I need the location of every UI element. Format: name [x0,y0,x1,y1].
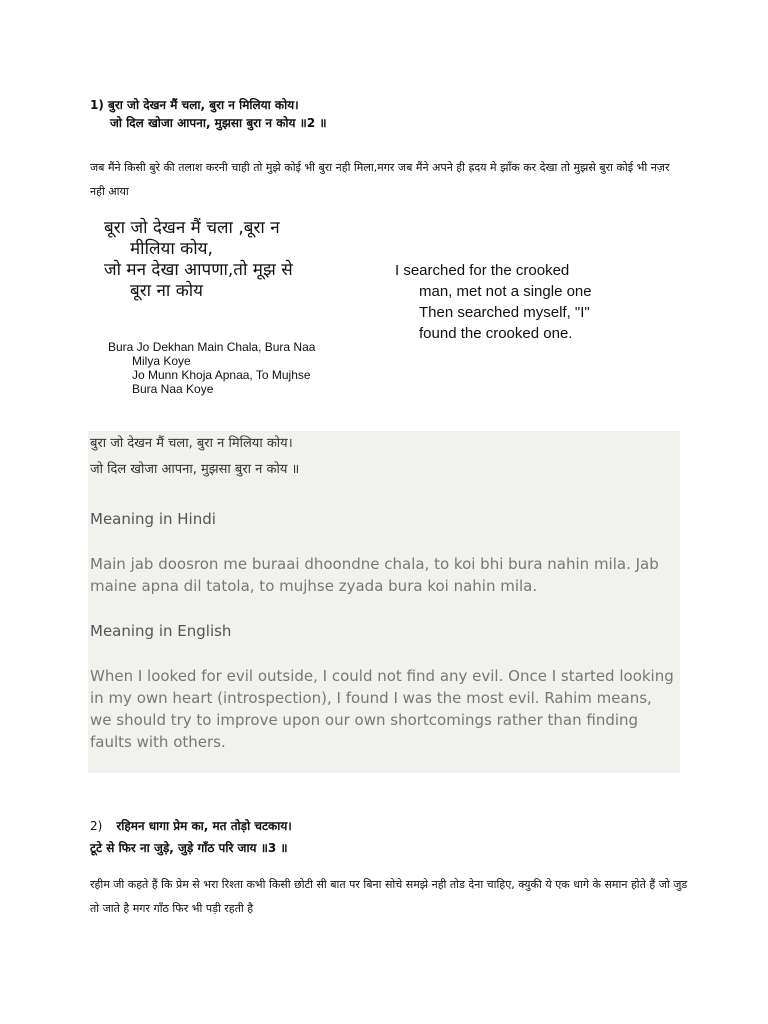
meaning-english-text: When I looked for evil outside, I could not find any evil. Once I started looking in my own heart (introspection), I found I was the most evil. Rahim means, we should try to improve upon our own shortcomings rather than finding faults with others. [90,667,674,751]
image-hindi-line-1: बूरा जो देखन मैं चला ,बूरा न [104,218,280,238]
meaning-hindi-text: Main jab doosron me buraai dhoondne chala, to koi bhi bura nahin mila. Jab maine apna dil tatola, to mujhse zyada bura koi nahin mila. [90,555,659,595]
box-doha-line-1: बुरा जो देखन मैं चला, बुरा न मिलिया कोय। [90,436,293,451]
image-roman-line-3: Jo Munn Khoja Apnaa, To Mujhse [132,368,311,382]
image-hindi-verse [104,218,380,302]
verse-2-number: 2) [90,819,103,833]
verse-1-line-2: जो दिल खोजा आपना, मुझसा बुरा न कोय ॥2 ॥ [110,116,327,130]
verse-1 [90,96,327,132]
image-roman-verse [108,340,378,396]
image-roman-line-2: Milya Koye [132,354,191,368]
meaning-english-heading: Meaning in English [90,622,232,640]
image-roman-line-4: Bura Naa Koye [132,382,214,396]
image-english-line-3: Then searched myself, "I" [419,304,590,321]
meaning-box [88,431,680,773]
verse-2-line-2: टूटे से फिर ना जुड़े, जुड़े गाँठ परि जाय ॥3 ॥ [90,841,288,855]
verse-2-explanation: रहीम जी कहते हैं कि प्रेम से भरा रिश्ता कभी किसी छोटी सी बात पर बिना सोचे समझे नही तोड देना चाहिए, क्युकी ये एक धागे के समान होते हैं जो जुड तो जाते है मगर गाँठ फिर भी पड़ी रहती है [90,878,688,915]
image-hindi-line-4: बूरा ना कोय [130,281,204,301]
verse-1-line-1: 1) बुरा जो देखन मैं चला, बुरा न मिलिया कोय। [90,98,299,112]
box-doha-line-2: जो दिल खोजा आपना, मुझसा बुरा न कोय ॥ [90,462,300,477]
image-hindi-line-2: मीलिया कोय, [130,239,213,259]
image-english-line-1: I searched for the crooked [395,262,570,279]
image-roman-line-1: Bura Jo Dekhan Main Chala, Bura Naa [108,340,316,354]
verse-2-line-1: रहिमन धागा प्रेम का, मत तोड़ो चटकाय। [116,819,292,833]
verse-2 [90,815,292,859]
image-hindi-line-3: जो मन देखा आपणा,तो मूझ से [104,260,293,280]
image-english-verse [395,260,655,344]
image-english-line-2: man, met not a single one [419,283,592,300]
image-english-line-4: found the crooked one. [419,325,573,342]
verse-1-explanation: जब मैंने किसी बुरे की तलाश करनी चाही तो मुझे कोई भी बुरा नही मिला,मगर जब मैंने अपने ही ह्रदय मे झाँक कर देखा तो मुझसे बुरा कोई भी नज़र नही आया [90,161,670,198]
meaning-hindi-heading: Meaning in Hindi [90,510,216,528]
